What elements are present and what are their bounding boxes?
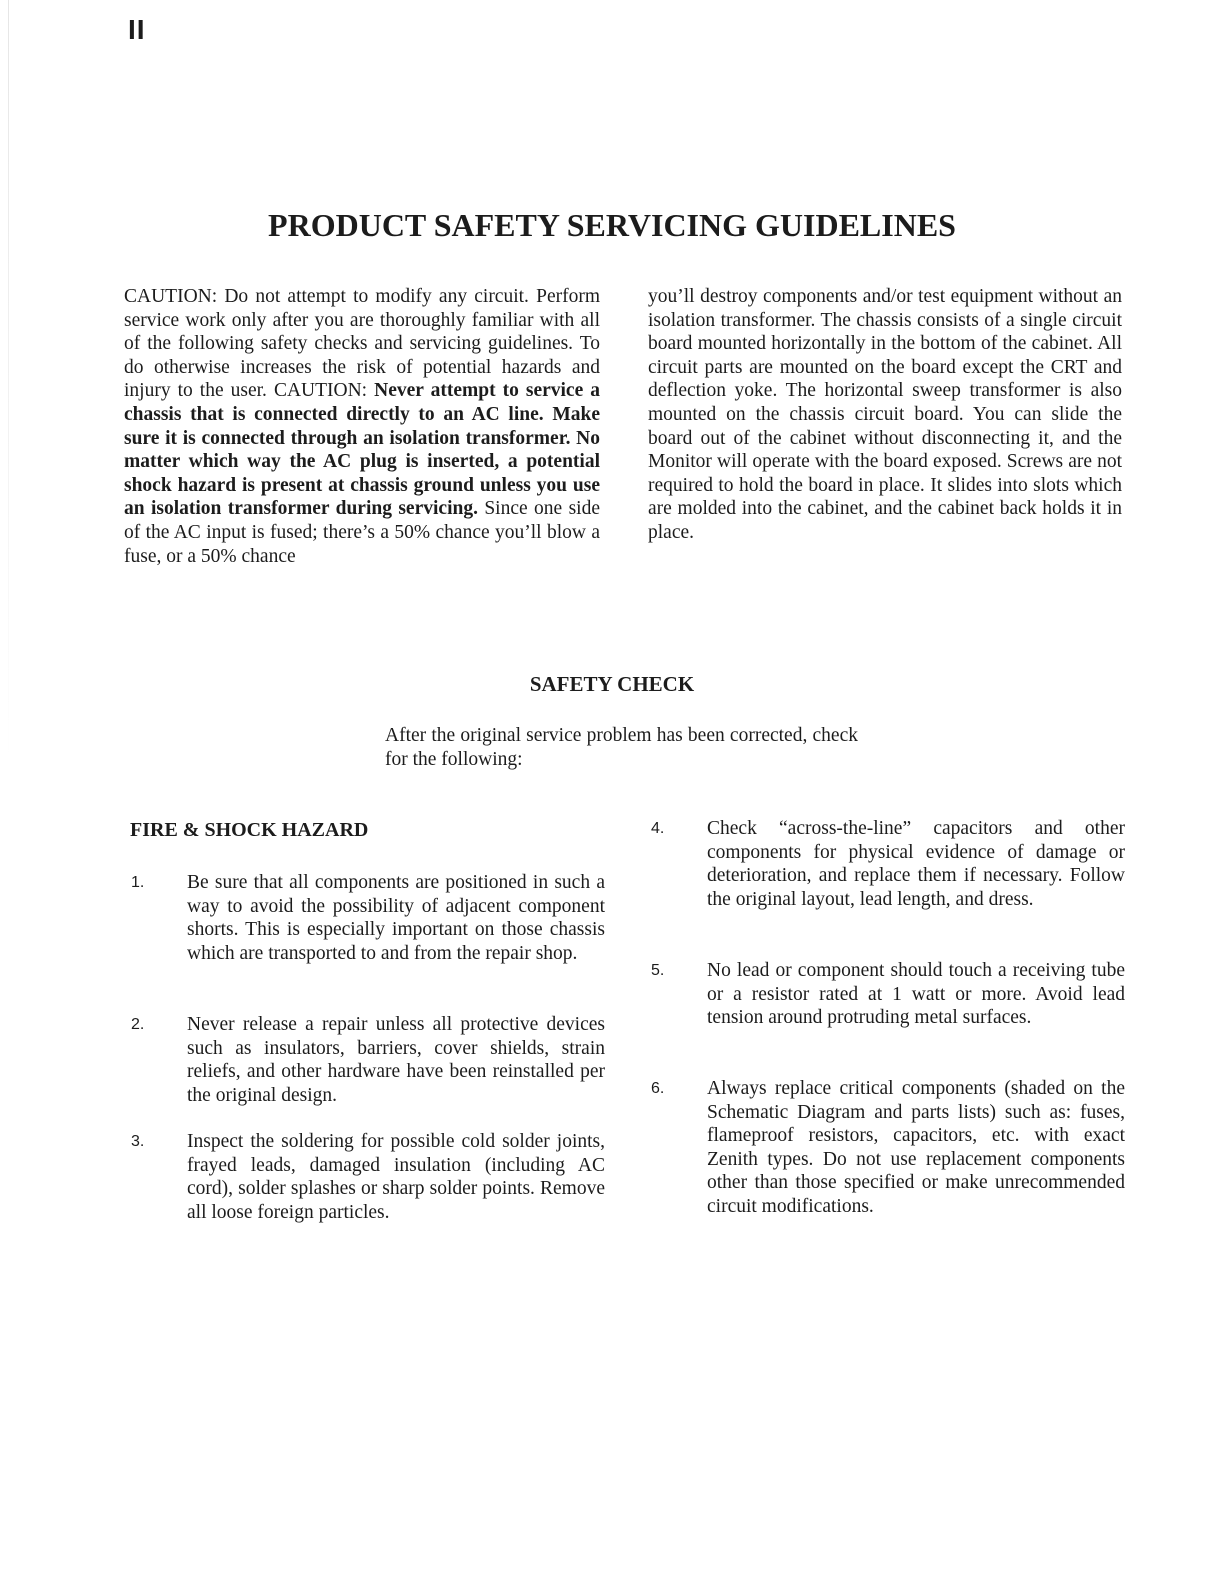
item-text: Never release a repair unless all protective devices such as insulators, barriers, cover shields, strain reliefs, and other hardware have been reinstalled per the original design. xyxy=(187,1014,605,1106)
item-text: Inspect the soldering for possible cold solder joints, frayed leads, damaged insulation (including AC cord), solder splashes or sharp solder points. Remove all loose foreign particles. xyxy=(187,1131,605,1223)
intro-caution-paragraph xyxy=(124,285,600,568)
item-number: 4. xyxy=(651,820,665,837)
page-title: PRODUCT SAFETY SERVICING GUIDELINES xyxy=(268,207,956,243)
intro-left-column xyxy=(124,285,600,568)
intro-caution-text: CAUTION: Do not attempt to modify any circuit. Perform service work only after you are thoroughly familiar with all of the following safety checks and servicing guidelines. To do otherwise increases the risk of potential hazards and injury to the user. CAUTION: xyxy=(124,286,600,402)
intro-right-column xyxy=(648,285,1122,545)
item-number: 3. xyxy=(131,1133,145,1150)
intro-chassis-paragraph: you’ll destroy components and/or test equipment without an isolation transformer. The chassis consists of a single circuit board mounted horizontally in the bottom of the cabinet. All circuit parts are mounted on the board except the CRT and deflection yoke. The horizontal sweep transformer is also mounted on the chassis circuit board. You can slide the board out of the cabinet without disconnecting it, and the Monitor will operate with the board exposed. Screws are not required to hold the board in place. It slides into slots which are molded into the cabinet, and the cabinet back holds it in place. xyxy=(648,286,1122,543)
item-text: Always replace critical components (shaded on the Schematic Diagram and parts lists) such as: fuses, flameproof resistors, capacitors, etc. with exact Zenith types. Do not use replacement components other than those specified or make unrecommended circuit modifications. xyxy=(707,1078,1125,1217)
item-number: 5. xyxy=(651,962,665,979)
fire-shock-hazard-title: FIRE & SHOCK HAZARD xyxy=(130,819,369,841)
item-number: 1. xyxy=(131,874,145,891)
safety-check-intro: After the original service problem has been corrected, check for the following: xyxy=(385,725,858,770)
page-number: II xyxy=(128,14,146,45)
item-text: Check “across-the-line” capacitors and other components for physical evidence of damage or deterioration, and replace them if necessary. Follow the original layout, lead length, and dress. xyxy=(707,818,1125,910)
intro-bold-warning: Never attempt to service a chassis that is connected directly to an AC line. Make sure it is connected through an isolation transformer. No matter which way the AC plug is inserted, a potential shock hazard is present at chassis ground unless you use an isolation transformer during servicing. xyxy=(124,380,600,520)
item-text: No lead or component should touch a receiving tube or a resistor rated at 1 watt or more. Avoid lead tension around protruding metal surfaces. xyxy=(707,960,1125,1029)
scan-edge xyxy=(8,0,9,760)
safety-check-title: SAFETY CHECK xyxy=(529,672,695,696)
intro-fuse-text: Since one side of the AC input is fused; there’s a 50% chance you’ll blow a fuse, or a 50% chance xyxy=(124,498,600,567)
item-number: 2. xyxy=(131,1016,145,1033)
item-text: Be sure that all components are positioned in such a way to avoid the possibility of adjacent component shorts. This is especially important on those chassis which are transported to and from the repair shop. xyxy=(187,872,605,964)
item-number: 6. xyxy=(651,1080,665,1097)
